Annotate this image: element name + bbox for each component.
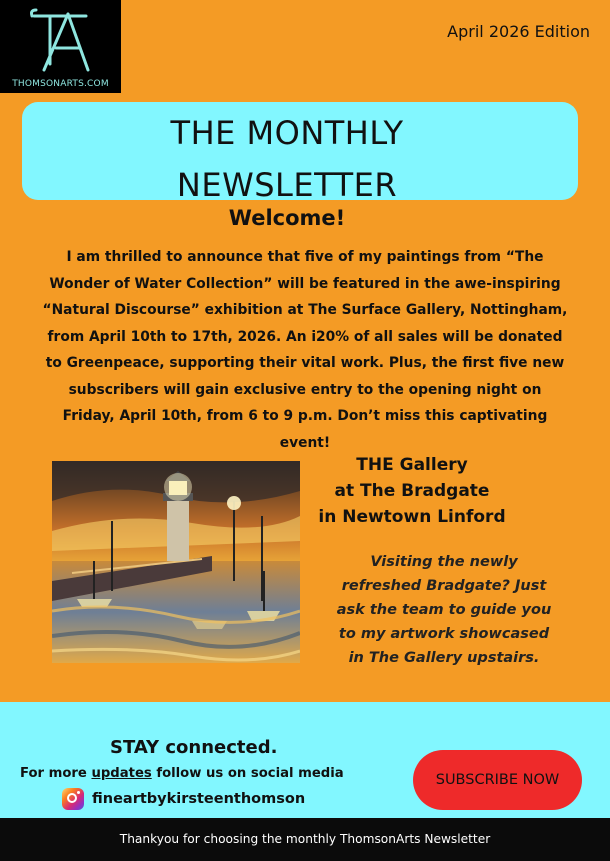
instagram-handle[interactable]: fineartbykirsteenthomson <box>92 791 306 807</box>
intro-paragraph <box>22 244 588 456</box>
updates-prefix: For more <box>20 766 92 781</box>
thomsonarts-logo[interactable] <box>0 0 121 93</box>
intro-line: “Natural Discourse” exhibition at The Surface Gallery, Nottingham, <box>42 302 568 318</box>
gallery-description-line: in The Gallery upstairs. <box>348 650 540 666</box>
instagram-link[interactable] <box>62 788 305 810</box>
gallery-heading <box>304 452 520 530</box>
title-line: NEWSLETTER <box>176 166 398 204</box>
intro-line: Friday, April 10th, from 6 to 9 p.m. Don’t miss this captivating <box>62 408 548 424</box>
ta-monogram-icon <box>28 6 92 76</box>
intro-line: subscribers will gain exclusive entry to the opening night on <box>68 381 542 398</box>
intro-line: event! <box>279 434 331 451</box>
gallery-description-line: Visiting the newly <box>370 554 518 570</box>
welcome-heading: Welcome! <box>228 206 346 230</box>
gallery-description <box>312 550 576 670</box>
updates-link[interactable]: updates <box>91 766 152 781</box>
intro-line: from April 10th to 17th, 2026. An i20% of all sales will be donated <box>47 328 563 345</box>
gallery-description-line: refreshed Bradgate? Just <box>341 578 547 594</box>
logo-text: THOMSONARTS.COM <box>12 79 109 89</box>
gallery-heading-line: THE Gallery <box>356 455 468 475</box>
harbour-painting-image <box>52 461 300 663</box>
updates-suffix: follow us on social media <box>151 766 344 781</box>
intro-line: to Greenpeace, supporting their vital work. Plus, the first five new <box>45 355 565 371</box>
updates-line <box>20 766 344 781</box>
newsletter-title <box>0 107 574 211</box>
gallery-description-line: to my artwork showcased <box>338 626 550 642</box>
instagram-icon <box>62 788 84 810</box>
gallery-description-line: ask the team to guide you <box>336 602 552 618</box>
gallery-heading-line: at The Bradgate <box>334 481 490 501</box>
footer-text: Thankyou for choosing the monthly ThomsonArts Newsletter <box>119 832 491 846</box>
subscribe-button[interactable]: SUBSCRIBE NOW <box>413 750 582 810</box>
intro-line: I am thrilled to announce that five of my paintings from “The <box>66 249 544 265</box>
intro-line: Wonder of Water Collection” will be featured in the awe-inspiring <box>49 275 561 292</box>
gallery-heading-line: in Newtown Linford <box>318 507 506 527</box>
stay-connected-heading: STAY connected. <box>110 737 278 758</box>
edition-label: April 2026 Edition <box>447 22 590 41</box>
title-line: THE MONTHLY <box>170 114 404 152</box>
